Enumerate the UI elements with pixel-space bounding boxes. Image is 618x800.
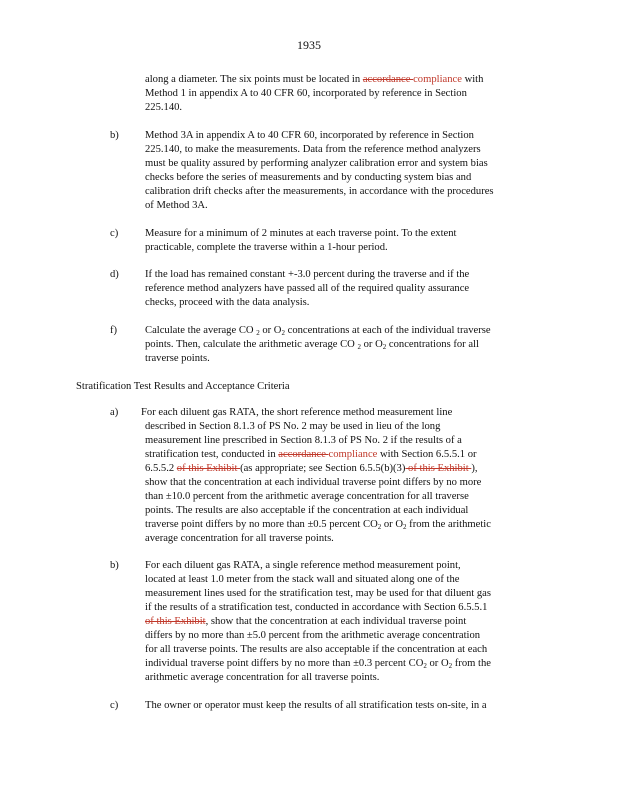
paragraph-d: If the load has remained constant +-3.0 percent during the traverse and if the reference method analyzers have passed all of the required quality assurance checks, proceed with the data analysis. <box>145 269 470 308</box>
continuation-paragraph: along a diameter. The six points must be located in accordance compliance with Method 1 in appendix A to 40 CFR 60, incorporated by reference in Section 225.140. <box>145 74 484 113</box>
page-number: 1935 <box>297 38 321 52</box>
paragraph-b-stratification: For each diluent gas RATA, a single reference method measurement point, located at least 1.0 meter from the stack wall and situated along one of the measurement lines used for the stratification test, may be used for that diluent gas if the results of a stratification test, conducted in accordance with Section 6.5.5.1 of this Exhibit, show that the concentration at each individual traverse point differs by no more than ±5.0 percent from the arithmetic average concentration for all traverse points. The results are also acceptable if the concentration at each individual traverse point differs by no more than ±0.3 percent $CO_2$ or $O_2$ from the arithmetic average concentration for all traverse points. <box>145 560 491 683</box>
deleted-text: of this Exhibit <box>176 463 241 474</box>
item-label-c: c) <box>110 228 119 239</box>
item-label-b: b) <box>110 130 119 141</box>
inserted-text: compliance <box>413 74 462 85</box>
paragraph-a-stratification: For each diluent gas RATA, the short reference method measurement line described in Section 8.1.3 of PS No. 2 may be used in lieu of the long measurement line prescribed in Section 8.1.3 of PS No. 2 if the results of a stratification test, conducted in accordance compliance with Section 6.5.5.1 or 6.5.5.2 of this Exhibit (as appropriate; see Section 6.5.5(b)(3) of this Exhibit ), show that the concentration at each individual traverse point differs by no more than ±10.0 percent from the arithmetic average concentration for all traverse points. The results are also acceptable if the concentration at each individual traverse point differs by no more than ±0.5 percent $CO_2$ or $O_2$ from the arithmetic average concentration for all traverse points. <box>141 407 491 544</box>
item-label-b: b) <box>110 560 119 571</box>
item-label-d: d) <box>110 269 119 280</box>
section-heading: Stratification Test Results and Acceptance Criteria <box>76 381 290 392</box>
paragraph-f: Calculate the average CO $_2$ or $O_2$ concentrations at each of the individual traverse points. Then, calculate the arithmetic average CO $_2$ or $O_2$ concentrations for all traverse points. <box>145 325 491 364</box>
paragraph-c: Measure for a minimum of 2 minutes at each traverse point. To the extent practicable, complete the traverse within a 1-hour period. <box>145 228 457 253</box>
paragraph-c-stratification: The owner or operator must keep the results of all stratification tests on-site, in a <box>145 700 487 711</box>
deleted-text: accordance <box>362 74 414 85</box>
item-label-f: f) <box>110 325 118 336</box>
paragraph-b: Method 3A in appendix A to 40 CFR 60, incorporated by reference in Section 225.140, to make the measurements. Data from the reference method analyzers must be quality assured by performing analyzer calibration error and system bias checks before the series of measurements and by conducting system bias and calibration drift checks after the measurements, in accordance with the procedures of Method 3A. <box>145 130 494 211</box>
item-label-a: a) <box>110 407 119 418</box>
deleted-text: of this Exhibit <box>405 463 472 474</box>
deleted-text: accordance <box>278 449 329 460</box>
inserted-text: compliance <box>328 449 378 460</box>
item-label-c: c) <box>110 700 119 711</box>
deleted-text: of this Exhibit <box>145 616 206 627</box>
